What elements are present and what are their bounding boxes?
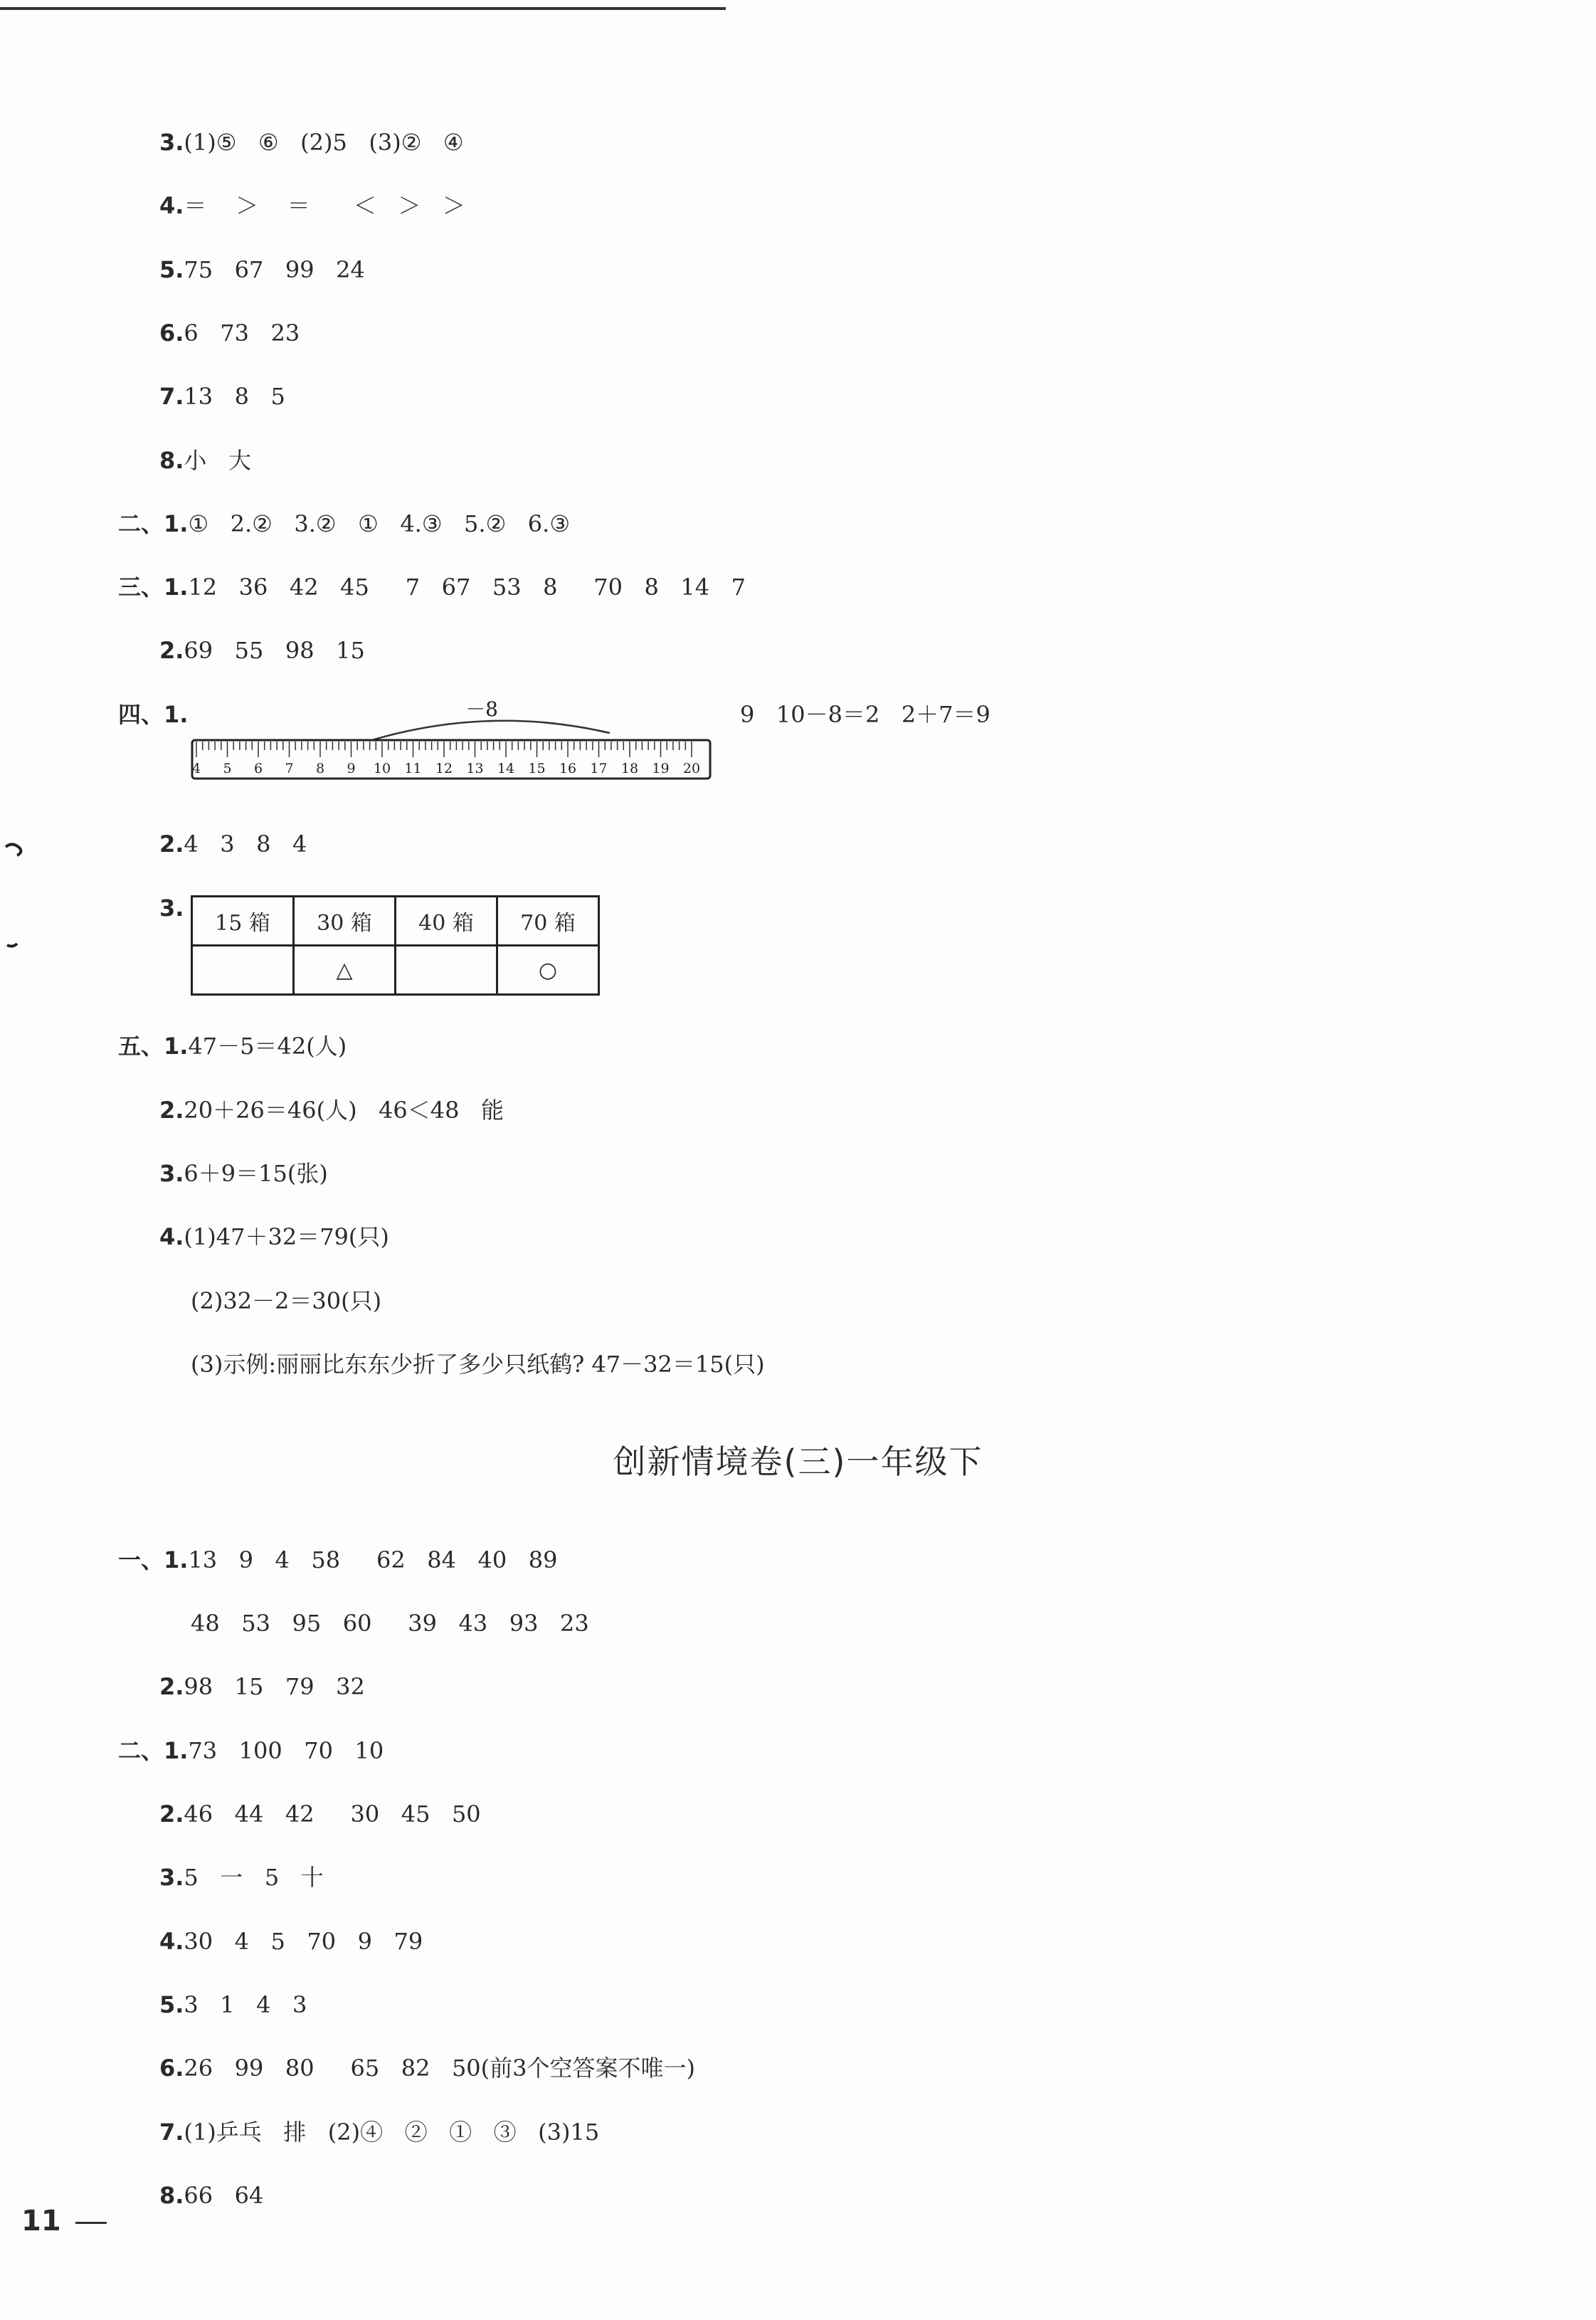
ruler-tick-label: 5 xyxy=(223,761,232,776)
ruler-tick-label: 13 xyxy=(466,761,484,776)
item-number: 3. xyxy=(159,1864,184,1891)
item-number: 3. xyxy=(159,129,184,156)
item-number: 7. xyxy=(159,383,184,410)
table-header-cell: 30 箱 xyxy=(294,897,396,946)
answer-line xyxy=(118,700,188,729)
answer-text: ＝ ＞ ＝ ＜ ＞ ＞ xyxy=(184,192,465,219)
answer-line xyxy=(159,128,464,157)
answer-line xyxy=(159,2181,263,2210)
item-number: 2. xyxy=(159,1097,184,1124)
ruler-tick-label: 20 xyxy=(682,761,701,776)
answer-line xyxy=(159,2118,599,2146)
answer-text: 48 53 95 60 39 43 93 23 xyxy=(191,1610,589,1637)
item-number: 6. xyxy=(159,320,184,347)
answer-text: 6＋9＝15(张) xyxy=(184,1160,328,1187)
ruler-tick-label: 7 xyxy=(285,761,294,776)
answer-text: 98 15 79 32 xyxy=(184,1673,365,1700)
table-header-cell: 70 箱 xyxy=(497,897,599,946)
section-title: 创新情境卷(三)一年级下 xyxy=(613,1443,983,1481)
item-number: 5. xyxy=(159,256,184,283)
ruler-tick-label: 15 xyxy=(528,761,546,776)
ruler-tick-label: 10 xyxy=(373,761,391,776)
top-rule xyxy=(0,7,726,10)
item-number: 三、1. xyxy=(118,574,189,601)
answer-line xyxy=(191,1287,381,1315)
answer-text: 4 3 8 4 xyxy=(184,831,307,858)
answer-text: 30 4 5 70 9 79 xyxy=(184,1928,423,1955)
answer-text: 20＋26＝46(人) 46＜48 能 xyxy=(184,1097,504,1124)
answer-text: 66 64 xyxy=(184,2182,264,2209)
page-number-dash xyxy=(75,2222,107,2224)
item-number: 一、1. xyxy=(118,1546,189,1573)
ruler-tick-label: 19 xyxy=(652,761,670,776)
ruler-tick-label: 4 xyxy=(191,761,201,776)
item-number: 5. xyxy=(159,1991,184,2018)
ruler-tick-label: 6 xyxy=(253,761,263,776)
item-number: 4. xyxy=(159,192,184,219)
answer-line xyxy=(191,1609,589,1638)
item-number: 2. xyxy=(159,1800,184,1828)
table-header-cell: 15 箱 xyxy=(192,897,294,946)
item-number: 二、1. xyxy=(118,1737,189,1764)
answer-line xyxy=(159,382,285,411)
page-number: 11 xyxy=(21,2205,61,2237)
answer-line xyxy=(159,1159,328,1188)
answer-text: (3)示例:丽丽比东东少折了多少只纸鹤? 47－32＝15(只) xyxy=(191,1351,765,1378)
answer-text: (1)乒乓 排 (2)④ ② ① ③ (3)15 xyxy=(184,2119,600,2146)
ruler-tick-label: 12 xyxy=(435,761,453,776)
answer-text: 26 99 80 65 82 50(前3个空答案不唯一) xyxy=(184,2055,695,2082)
table-mark-cell: △ xyxy=(294,946,396,995)
item-number: 五、1. xyxy=(118,1033,189,1060)
table-mark-cell xyxy=(396,946,497,995)
answer-line xyxy=(159,446,251,475)
item-number: 8. xyxy=(159,447,184,474)
item-number: 2. xyxy=(159,637,184,664)
ruler-tick-label: 11 xyxy=(404,761,422,776)
answer-text: 3 1 4 3 xyxy=(184,1991,307,2018)
item-number: 二、1. xyxy=(118,510,189,537)
answer-line xyxy=(118,1032,347,1060)
answer-text: 46 44 42 30 45 50 xyxy=(184,1800,481,1828)
ruler-tick-label: 9 xyxy=(347,761,356,776)
table-header-cell: 40 箱 xyxy=(396,897,497,946)
answer-line xyxy=(159,894,184,922)
answer-text: 69 55 98 15 xyxy=(184,637,365,664)
answer-line xyxy=(159,636,365,665)
ruler-diagram xyxy=(186,697,714,796)
answer-text: 13 9 4 58 62 84 40 89 xyxy=(188,1546,558,1573)
ruler-tick-label: 14 xyxy=(497,761,515,776)
ruler-tick-label: 8 xyxy=(315,761,325,776)
answer-text: 73 100 70 10 xyxy=(188,1737,384,1764)
item-number: 3. xyxy=(159,895,184,922)
answer-line xyxy=(118,1546,557,1574)
answer-line xyxy=(159,1927,423,1956)
answer-line xyxy=(159,1672,365,1701)
box-table xyxy=(191,895,600,996)
answer-line xyxy=(159,1223,389,1251)
answer-text: (2)32－2＝30(只) xyxy=(191,1287,382,1314)
margin-smudge xyxy=(4,840,26,954)
answer-text: 9 10－8＝2 2＋7＝9 xyxy=(740,701,990,728)
answer-line xyxy=(159,319,300,347)
answer-text: 6 73 23 xyxy=(184,320,300,347)
answer-line xyxy=(191,1350,765,1378)
answer-line xyxy=(159,2054,695,2082)
answer-line xyxy=(118,1736,384,1765)
item-number: 4. xyxy=(159,1223,184,1250)
item-number: 7. xyxy=(159,2119,184,2146)
answer-line xyxy=(159,830,307,858)
answer-line xyxy=(118,573,746,601)
table-mark-cell: ○ xyxy=(497,946,599,995)
item-number: 6. xyxy=(159,2055,184,2082)
answer-line xyxy=(159,1991,307,2019)
answer-line xyxy=(118,510,570,538)
answer-text: 12 36 42 45 7 67 53 8 70 8 14 7 xyxy=(188,574,746,601)
answer-line xyxy=(159,1863,324,1892)
answer-text: 5 一 5 十 xyxy=(184,1864,324,1891)
answer-text: (1)47＋32＝79(只) xyxy=(184,1223,389,1250)
table-mark-cell xyxy=(192,946,294,995)
item-number: 四、1. xyxy=(118,701,189,728)
item-number: 2. xyxy=(159,831,184,858)
answer-text: 13 8 5 xyxy=(184,383,285,410)
ruler-tick-label: 17 xyxy=(590,761,608,776)
ruler-arc-label: －8 xyxy=(465,697,498,721)
ruler-tick-label: 16 xyxy=(559,761,577,776)
answer-text: 47－5＝42(人) xyxy=(188,1033,347,1060)
answer-line xyxy=(159,255,365,284)
answer-line xyxy=(159,191,465,220)
answer-text: 小 大 xyxy=(184,447,251,474)
answer-line xyxy=(159,1800,481,1828)
item-number: 4. xyxy=(159,1928,184,1955)
ruler-tick-label: 18 xyxy=(620,761,639,776)
answer-text: 75 67 99 24 xyxy=(184,256,365,283)
answer-line xyxy=(740,700,990,729)
item-number: 3. xyxy=(159,1160,184,1187)
item-number: 8. xyxy=(159,2182,184,2209)
item-number: 2. xyxy=(159,1673,184,1700)
answer-text: ① 2.② 3.② ① 4.③ 5.② 6.③ xyxy=(188,510,570,537)
answer-text: (1)⑤ ⑥ (2)5 (3)② ④ xyxy=(184,129,464,156)
answer-line xyxy=(159,1096,504,1124)
